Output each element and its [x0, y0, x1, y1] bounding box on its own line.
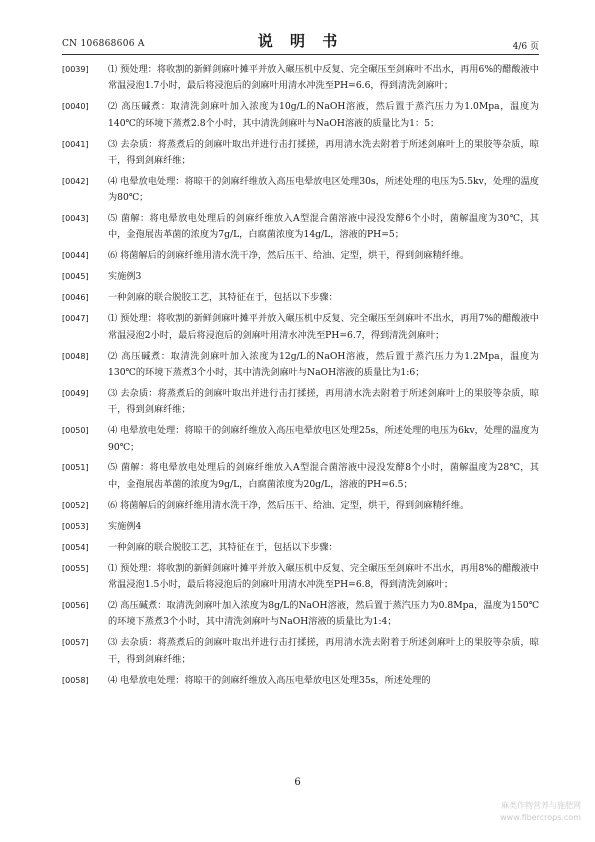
paragraph-text: ⑸ 菌解：将电晕放电处理后的剑麻纤维放入A型混合菌溶液中浸没发酵8个小时，菌解温度为28℃，其中，金孢展齿革菌的浓度为9g/L，白腐菌浓度为20g/L，溶液的PH=6.5；	[108, 462, 539, 490]
paragraph-text: ⑶ 去杂质：将蒸煮后的剑麻叶取出并进行击打揉搓，再用清水洗去附着于所述剑麻叶上的果胶等杂质，晾干，得到剑麻纤维；	[108, 138, 539, 166]
paragraph	[62, 673, 539, 689]
paragraph-number: [0046]	[62, 293, 89, 303]
paragraph-text: ⑹ 将菌解后的剑麻纤维用清水洗干净，然后压干、给油、定型，烘干，得到剑麻精纤维。	[108, 250, 470, 262]
paragraph	[62, 174, 539, 207]
paragraph-number: [0055]	[62, 563, 89, 573]
paragraph-text: 一种剑麻的联合脱胶工艺，其特征在于，包括以下步骤：	[108, 541, 338, 553]
paragraph-number: [0044]	[62, 251, 89, 261]
paragraph-number: [0040]	[62, 102, 89, 112]
paragraph-text: ⑵ 高压碱煮：取清洗剑麻叶加入浓度为12g/L的NaOH溶液，然后置于蒸汽压力为1.2Mpa，温度为130℃的环境下蒸煮3个小时，其中清洗剑麻叶与NaOH溶液的质量比为1:6；	[108, 350, 539, 378]
watermark-site-name: 麻类作物营养与施肥网	[501, 801, 581, 810]
paragraph	[62, 460, 539, 493]
paragraph-text: ⑵ 高压碱煮：取清洗剑麻叶加入浓度为8g/L的NaOH溶液，然后置于蒸汽压力为0.8Mpa，温度为150℃的环境下蒸煮3个小时，其中清洗剑麻叶与NaOH溶液的质量比为1:4；	[108, 600, 539, 628]
paragraph-number: [0047]	[62, 314, 89, 324]
section-heading	[62, 519, 539, 535]
paragraph	[62, 248, 539, 264]
patent-number: CN 106868606 A	[62, 39, 145, 49]
paragraph-number: [0041]	[62, 139, 89, 149]
paragraph	[62, 498, 539, 514]
watermark	[500, 800, 581, 824]
paragraph-number: [0053]	[62, 521, 89, 531]
paragraph	[62, 598, 539, 631]
paragraph-text: ⑶ 去杂质：将蒸煮后的剑麻叶取出并进行击打揉搓，再用清水洗去附着于所述剑麻叶上的果胶等杂质，晾干，得到剑麻纤维；	[108, 637, 539, 665]
paragraph-text: ⑹ 将菌解后的剑麻纤维用清水洗干净，然后压干、给油、定型，烘干，得到剑麻精纤维。	[108, 499, 470, 511]
page-info: 4/6 页	[512, 42, 539, 52]
paragraph-number: [0057]	[62, 638, 89, 648]
paragraph-number: [0045]	[62, 272, 89, 282]
paragraph-number: [0052]	[62, 500, 89, 510]
paragraph	[62, 99, 539, 132]
document-body	[62, 62, 539, 694]
paragraph-text: ⑴ 预处理：将收割的新鲜剑麻叶摊平并放入碾压机中反复、完全碾压至剑麻叶不出水，再用6%的醋酸液中常温浸泡1.7小时，最后将浸泡后的剑麻叶用清水冲洗至PH=6.6，得到清洗剑麻叶；	[108, 64, 539, 92]
page-number: 6	[294, 777, 301, 788]
paragraph	[62, 561, 539, 594]
paragraph	[62, 386, 539, 419]
paragraph	[62, 137, 539, 170]
paragraph	[62, 290, 539, 306]
document-title: 说 明 书	[257, 32, 344, 50]
watermark-url: www.fibercrops.com	[500, 813, 581, 822]
paragraph-text: ⑴ 预处理：将收割的新鲜剑麻叶摊平并放入碾压机中反复、完全碾压至剑麻叶不出水，再用7%的醋酸液中常温浸泡2小时，最后将浸泡后的剑麻叶用清水冲洗至PH=6.7，得到清洗剑麻叶；	[108, 313, 539, 341]
paragraph-text: 实施例4	[108, 520, 142, 532]
paragraph	[62, 311, 539, 344]
paragraph-number: [0051]	[62, 463, 89, 473]
paragraph-text: ⑴ 预处理：将收割的新鲜剑麻叶摊平并放入碾压机中反复、完全碾压至剑麻叶不出水，再用8%的醋酸液中常温浸泡1.5小时，最后将浸泡后的剑麻叶用清水冲洗至PH=6.8，得到清洗剑麻叶；	[108, 562, 539, 591]
paragraph	[62, 635, 539, 668]
paragraph-text: ⑶ 去杂质：将蒸煮后的剑麻叶取出并进行击打揉搓，再用清水洗去附着于所述剑麻叶上的果胶等杂质，晾干，得到剑麻纤维；	[108, 387, 539, 416]
paragraph-text: ⑷ 电晕放电处理：将晾干的剑麻纤维放入高压电晕放电区处理30s，所述处理的电压为5.5kv，处理的温度为80℃；	[108, 175, 539, 204]
paragraph	[62, 540, 539, 556]
paragraph-number: [0058]	[62, 675, 89, 685]
paragraph-text: ⑷ 电晕放电处理：将晾干的剑麻纤维放入高压电晕放电区处理25s，所述处理的电压为6kv，处理的温度为90℃；	[108, 425, 539, 453]
paragraph-text: ⑵ 高压碱煮：取清洗剑麻叶加入浓度为10g/L的NaOH溶液，然后置于蒸汽压力为1.0Mpa，温度为140℃的环境下蒸煮2.8个小时，其中清洗剑麻叶与NaOH溶液的质量比为1：5；	[108, 101, 539, 129]
page-header	[62, 28, 539, 55]
paragraph-text: 一种剑麻的联合脱胶工艺，其特征在于，包括以下步骤：	[108, 292, 338, 304]
paragraph-number: [0043]	[62, 214, 89, 224]
paragraph-number: [0039]	[62, 65, 89, 74]
paragraph-text: 实施例3	[108, 271, 142, 283]
paragraph-text: ⑸ 菌解：将电晕放电处理后的剑麻纤维放入A型混合菌溶液中浸没发酵6个小时，菌解温度为30℃，其中，金孢展齿革菌的浓度为7g/L，白腐菌浓度为14g/L，溶液的PH=5；	[108, 213, 539, 241]
paragraph-number: [0056]	[62, 601, 89, 610]
paragraph	[62, 62, 539, 95]
paragraph-number: [0054]	[62, 542, 89, 552]
paragraph-number: [0048]	[62, 351, 89, 361]
paragraph-text: ⑷ 电晕放电处理：将晾干的剑麻纤维放入高压电晕放电区处理35s，所述处理的	[108, 674, 431, 686]
paragraph-number: [0049]	[62, 388, 89, 398]
section-heading	[62, 269, 539, 285]
paragraph-number: [0042]	[62, 176, 89, 186]
paragraph	[62, 349, 539, 382]
paragraph	[62, 211, 539, 244]
paragraph	[62, 423, 539, 456]
paragraph-number: [0050]	[62, 426, 89, 436]
